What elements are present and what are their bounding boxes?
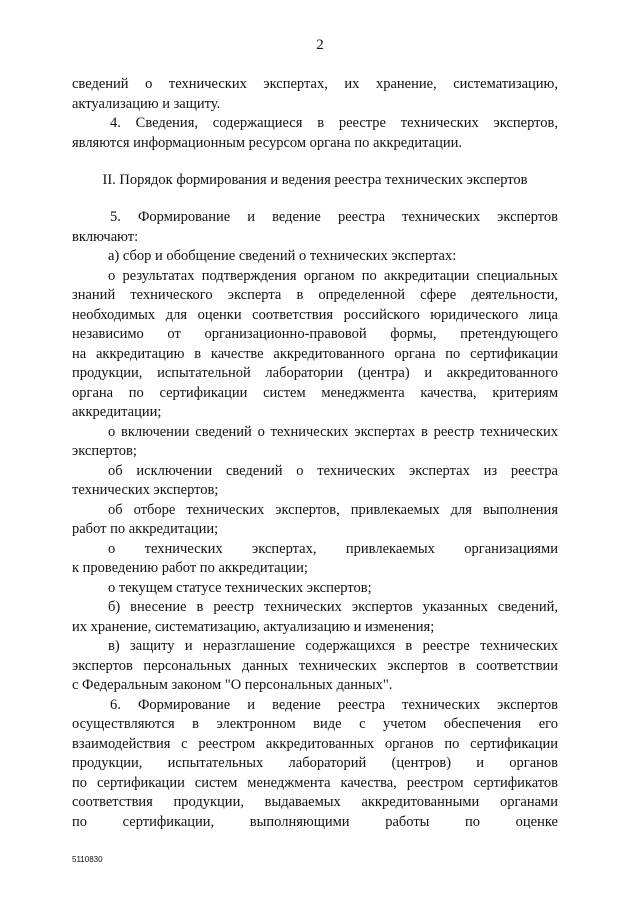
top-paragraph-block — [72, 75, 558, 153]
main-paragraph-block — [72, 208, 558, 832]
text-line: об отборе технических экспертов, привлекаемых для выполнения — [108, 501, 558, 518]
text-line: знаний технического эксперта в определенной сфере деятельности, — [72, 287, 558, 303]
text-line: на аккредитацию в качестве аккредитованного органа по сертификации — [72, 345, 558, 362]
page-number: 2 — [316, 37, 324, 53]
text-line: актуализацию и защиту. — [72, 95, 221, 112]
text-line: 4. Сведения, содержащиеся в реестре технических экспертов, — [110, 115, 558, 131]
text-line: их хранение, систематизацию, актуализацию и изменения; — [72, 618, 435, 635]
section-heading: II. Порядок формирования и ведения реестра технических экспертов — [102, 172, 528, 188]
text-line: об исключении сведений о технических экспертах из реестра — [108, 462, 558, 479]
text-line: экспертов; — [72, 443, 137, 459]
text-line: продукции, испытательных лабораторий (центров) и органов — [72, 755, 558, 771]
text-line: 6. Формирование и ведение реестра технических экспертов — [110, 696, 558, 713]
text-line: к проведению работ по аккредитации; — [72, 560, 308, 576]
text-line: о текущем статусе технических экспертов; — [108, 579, 372, 596]
text-line: технических экспертов; — [72, 482, 219, 498]
text-line: соответствия продукции, выдаваемых аккредитованными органами — [72, 794, 558, 810]
text-line: включают: — [72, 228, 139, 245]
text-line: необходимых для оценки соответствия российского юридического лица — [72, 306, 558, 323]
text-line: б) внесение в реестр технических экспертов указанных сведений, — [108, 599, 558, 615]
text-line: взаимодействия с реестром аккредитованных органов по сертификации — [72, 735, 558, 752]
text-line: сведений о технических экспертах, их хранение, систематизацию, — [72, 76, 558, 92]
document-code: 5110830 — [72, 855, 103, 864]
text-line: осуществляются в электронном виде с учетом обеспечения его — [72, 716, 558, 732]
text-line: независимо от организационно-правовой формы, претендующего — [72, 326, 558, 342]
text-line: 5. Формирование и ведение реестра технических экспертов — [110, 209, 558, 225]
text-line: в) защиту и неразглашение содержащихся в реестре технических — [108, 638, 558, 654]
text-line: органа по сертификации систем менеджмента качества, критериям — [72, 384, 558, 401]
text-line: работ по аккредитации; — [72, 521, 219, 537]
text-line: являются информационным ресурсом органа по аккредитации. — [72, 134, 463, 151]
text-line: экспертов персональных данных технических экспертов в соответствии — [72, 657, 558, 674]
text-line: а) сбор и обобщение сведений о технических экспертах: — [108, 248, 457, 264]
text-line: о результатах подтверждения органом по аккредитации специальных — [108, 267, 558, 284]
text-line: с Федеральным законом "О персональных данных". — [72, 677, 393, 693]
text-line: продукции, испытательной лаборатории (центра) и аккредитованного — [72, 365, 558, 381]
text-line: по сертификации, выполняющими работы по оценке — [72, 813, 558, 830]
text-line: о включении сведений о технических экспертах в реестр технических — [108, 423, 558, 440]
text-line: по сертификации систем менеджмента качества, реестром сертификатов — [72, 774, 558, 791]
text-line: о технических экспертах, привлекаемых организациями — [108, 540, 558, 557]
text-line: аккредитации; — [72, 404, 162, 420]
